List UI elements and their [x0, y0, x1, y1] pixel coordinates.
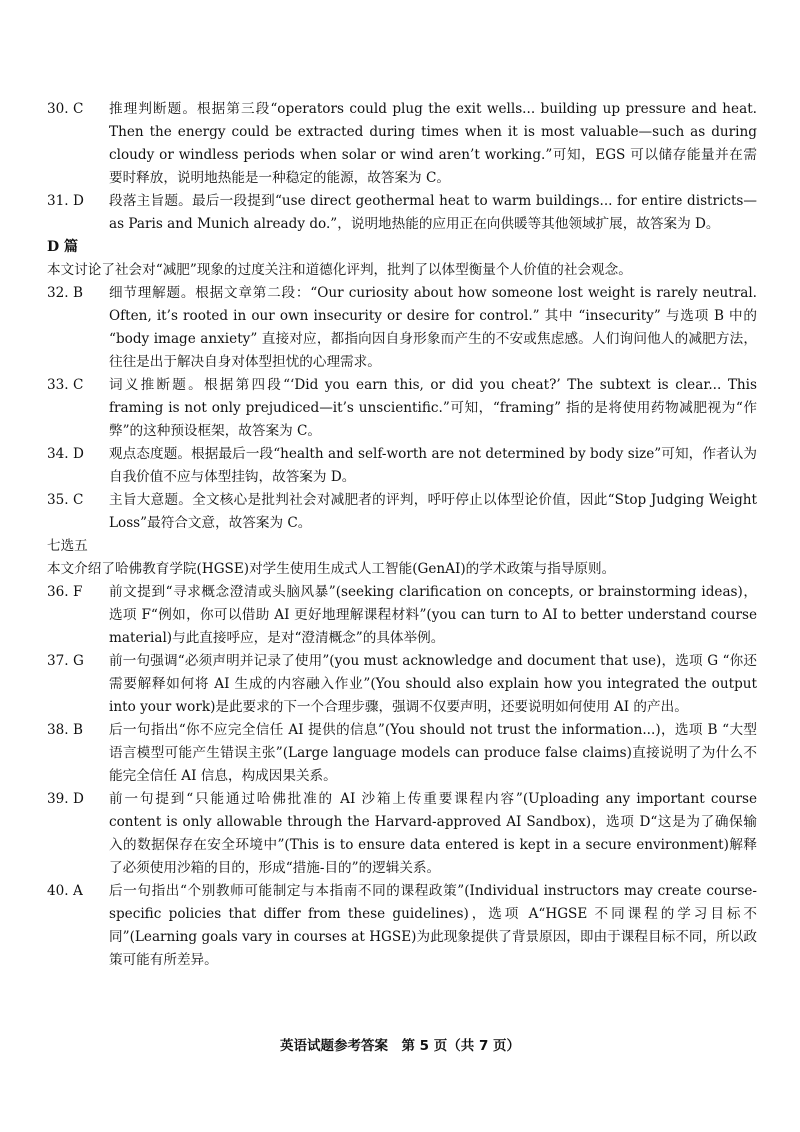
item-number: 35. C — [47, 492, 84, 508]
item-34 — [47, 443, 757, 489]
section-intro-d: 本文讨论了社会对“减肥”现象的过度关注和道德化评判，批判了以体型衡量个人价值的社会观念。 — [47, 262, 632, 278]
item-explanation: 段落主旨题。最后一段提到“use direct geothermal heat to warm buildings... for entire districts—as Paris and Munich already do.”，说明地热能的应用正在向供暖等其他领域扩展，故答案为 D。 — [109, 193, 757, 232]
item-32 — [47, 282, 757, 374]
item-number: 32. B — [47, 285, 83, 301]
item-number: 30. C — [47, 101, 84, 117]
item-number: 31. D — [47, 193, 84, 209]
item-number: 40. A — [47, 883, 83, 899]
item-explanation: 推理判断题。根据第三段“operators could plug the exit wells... building up pressure and heat. Then the energy could be extracted during times when it is most valuable—such as during cloudy or windless periods when solar or wind aren’t working.”可知，EGS 可以储存能量并在需要时释放，说明地热能是一种稳定的能源，故答案为 C。 — [109, 101, 757, 186]
item-explanation: 词义推断题。根据第四段“‘Did you earn this, or did you cheat?’ The subtext is clear... This framing is not only prejudiced—it’s unscientific.”可知，“framing” 指的是将使用药物减肥视为“作弊”的这种预设框架，故答案为 C。 — [109, 377, 757, 439]
item-explanation: 后一句指出“你不应完全信任 AI 提供的信息”(You should not trust the information...)，选项 B “大型语言模型可能产生错误主张”(Large language models can produce false claims)直接说明了为什么不能完全信任 AI 信息，构成因果关系。 — [109, 722, 758, 784]
item-explanation: 细节理解题。根据文章第二段：“Our curiosity about how someone lost weight is rarely neutral. Often, it’s rooted in our own insecurity or desire for control.” 其中 “insecurity” 与选项 B 中的 “body image anxiety” 直接对应，都指向因自身形象而产生的不安或焦虑感。人们询问他人的减肥方法，往往是出于解决自身对体型担忧的心理需求。 — [109, 285, 757, 370]
page-footer: 英语试题参考答案 第 5 页（共 7 页） — [279, 1038, 521, 1054]
item-number: 36. F — [47, 584, 83, 600]
item-31 — [47, 190, 757, 236]
item-explanation: 前文提到“寻求概念澄清或头脑风暴”(seeking clarification on concepts, or brainstorming ideas)，选项 F“例如，你可以借助 AI 更好地理解课程材料”(you can turn to AI to better understand course material)与此直接呼应，是对“澄清概念”的具体举例。 — [109, 584, 757, 646]
item-explanation: 后一句指出“个别教师可能制定与本指南不同的课程政策”(Individual instructors may create course-specific policies that differ from these guidelines)，选项 A“HGSE 不同课程的学习目标不同”(Learning goals vary in courses at HGSE)为此现象提供了背景原因，即由于课程目标不同，所以政策可能有所差异。 — [109, 883, 757, 968]
item-number: 38. B — [47, 722, 83, 738]
item-35 — [47, 489, 757, 535]
item-30 — [47, 98, 757, 190]
item-explanation: 主旨大意题。全文核心是批判社会对减肥者的评判，呼吁停止以体型论价值，因此“Stop Judging Weight Loss”最符合文意，故答案为 C。 — [109, 492, 757, 531]
item-39 — [47, 788, 757, 880]
item-number: 34. D — [47, 446, 84, 462]
item-33 — [47, 374, 757, 443]
item-explanation: 观点态度题。根据最后一段“health and self-worth are not determined by body size”可知，作者认为自我价值不应与体型挂钩，故答案为 D。 — [109, 446, 757, 485]
item-number: 37. G — [47, 653, 84, 669]
item-36 — [47, 581, 757, 650]
item-37 — [47, 650, 757, 719]
section-intro-seven-choose-five: 本文介绍了哈佛教育学院(HGSE)对学生使用生成式人工智能(GenAI)的学术政策与指导原则。 — [47, 561, 616, 577]
section-label-seven-choose-five: 七选五 — [47, 538, 88, 554]
item-40 — [47, 880, 757, 972]
item-explanation: 前一句提到“只能通过哈佛批准的 AI 沙箱上传重要课程内容”(Uploading any important course content is only allowable through the Harvard-approved AI Sandbox)，选项 D“这是为了确保输入的数据保存在安全环境中”(This is to ensure data entered is kept in a secure environment)解释了必须使用沙箱的目的，形成“措施-目的”的逻辑关系。 — [109, 791, 757, 876]
page-content — [47, 98, 757, 972]
item-38 — [47, 719, 757, 788]
item-number: 39. D — [47, 791, 84, 807]
item-number: 33. C — [47, 377, 84, 393]
item-explanation: 前一句强调“必须声明并记录了使用”(you must acknowledge and document that use)，选项 G “你还需要解释如何将 AI 生成的内容融入作业”(You should also explain how you integrated the output into your work)是此要求的下一个合理步骤，强调不仅要声明，还要说明如何使用 AI 的产出。 — [109, 653, 757, 715]
section-heading-d: D 篇 — [47, 239, 79, 255]
